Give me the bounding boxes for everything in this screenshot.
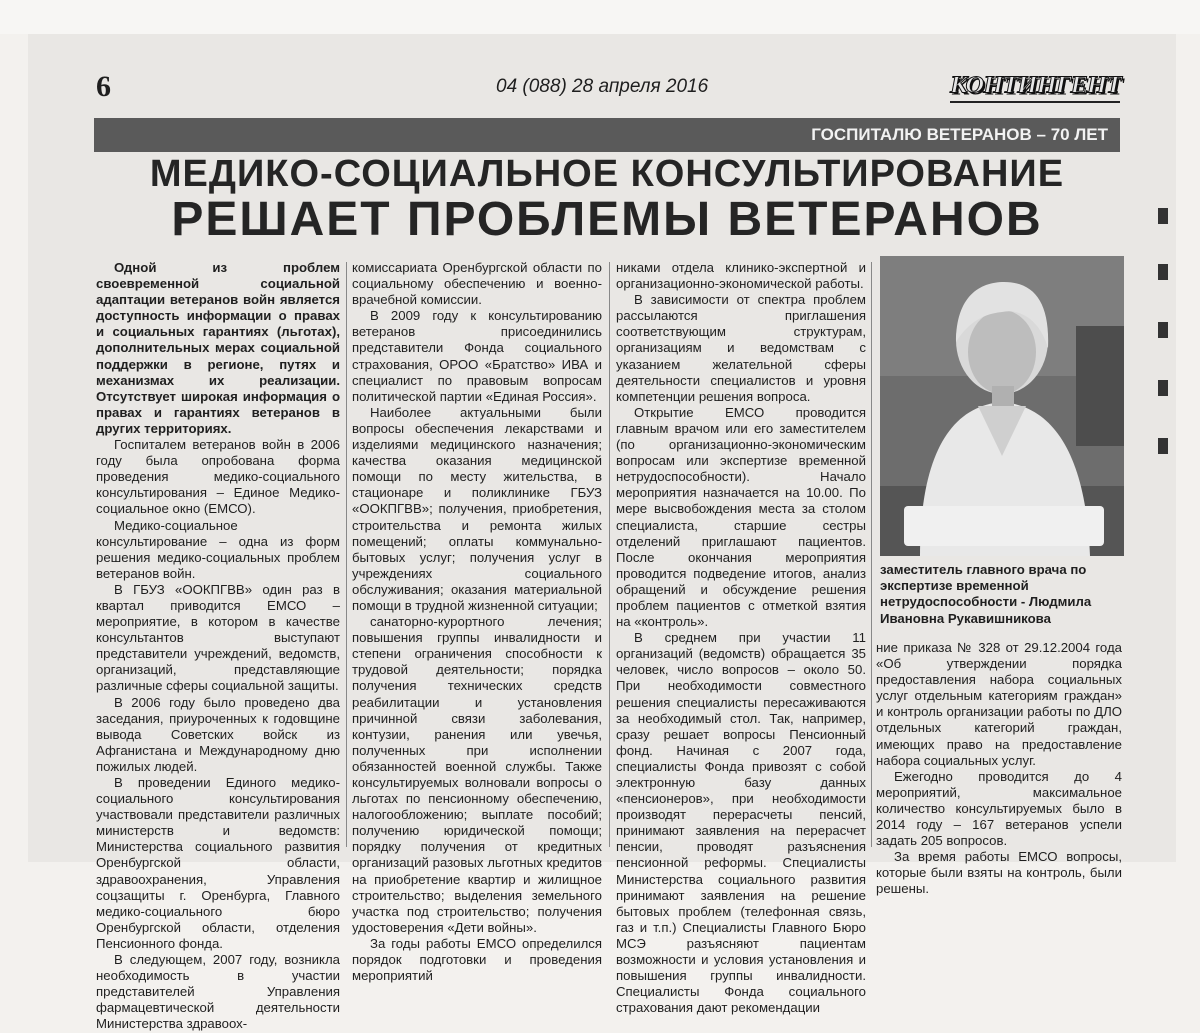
paragraph: комиссариата Оренбургской области по социальному обеспечению и военно-врачебной комиссии. — [352, 260, 602, 308]
column-divider — [346, 262, 347, 847]
paragraph: Наиболее актуальными были вопросы обеспечения лекарствами и изделиями медицинского назначения; качества оказания медицинской помощи по месту жительства, в стационаре и поликлинике ГБУЗ «ООКПГВВ»; получения, приобретения, строительства и ремонта жилых помещений; оплаты коммунально-бытовых услуг; получения услуг в учреждениях социального обслуживания; оказания материальной помощи в трудной жизненной ситуации; — [352, 404, 602, 613]
paragraph: санаторно-курортного лечения; повышения группы инвалидности и степени ограничения способности к трудовой деятельности; порядка получения технических средств реабилитации и установления причинной связи заболевания, контузии, ранения или увечья, полученных при исполнении обязанностей военной службы. Также консультируемых волновали вопросы о льготах по пенсионному обеспечению, налогообложению; выплате пособий; получению юридической помощи; порядку получения от кредитных организаций разовых льготных кредитов на приобретение квартир и жилищное строительство; выделения земельного участка под строительство; получения удостоверения «Дети войны». — [352, 614, 602, 935]
paragraph: В зависимости от спектра проблем рассылаются приглашения соответствующим структурам, организациям и ведомствам с указанием желательной сферы деятельности специалистов и уровня компетенции решения вопроса. — [616, 292, 866, 404]
headline-line-1: МЕДИКО-СОЦИАЛЬНОЕ КОНСУЛЬТИРОВАНИЕ — [149, 153, 1065, 195]
paragraph: В следующем, 2007 году, возникла необходимость в участии представителей Управления фармацевтической деятельности Министерства здравоох- — [96, 952, 340, 1032]
paragraph: За годы работы ЕМСО определился порядок подготовки и проведения мероприятий — [352, 935, 602, 984]
portrait-photo — [880, 256, 1124, 556]
article-column-2 — [352, 260, 602, 984]
headline-line-2: РЕШАЕТ ПРОБЛЕМЫ ВЕТЕРАНОВ — [171, 193, 1043, 246]
portrait-illustration — [880, 256, 1124, 556]
column-divider — [871, 262, 872, 847]
paragraph: Медико-социальное консультирование – одна из форм решения медико-социальных проблем ветеранов войн. — [96, 517, 340, 581]
paragraph: В ГБУЗ «ООКПГВВ» один раз в квартал приводится ЕМСО – мероприятие, в котором в качестве консультантов выступают представители учреждений, ведомств, организаций, представляющие различные сферы социальной защиты. — [96, 581, 340, 694]
paragraph: ние приказа № 328 от 29.12.2004 года «Об утверждении порядка предоставления набора социальных услуг отдельным категориям граждан» и контроль организации работы по ДЛО отдельных категорий граждан, имеющих право на предоставление набора социальных услуг. — [876, 640, 1122, 768]
edge-mark — [1158, 322, 1168, 338]
paragraph: никами отдела клинико-экспертной и организационно-экономической работы. — [616, 260, 866, 292]
edge-mark — [1158, 380, 1168, 396]
article-column-4 — [876, 640, 1122, 897]
paragraph: Госпиталем ветеранов войн в 2006 году была опробована форма проведения медико-социального консультирования – Единое Медико-социальное окно (ЕМСО). — [96, 437, 340, 517]
issue-date: 04 (088) 28 апреля 2016 — [496, 76, 709, 97]
edge-mark — [1158, 438, 1168, 454]
article-column-1 — [96, 260, 340, 1032]
edge-mark — [1158, 264, 1168, 280]
paragraph: За время работы ЕМСО вопросы, которые были взяты на контроль, были решены. — [876, 849, 1122, 897]
page-number: 6 — [96, 70, 111, 103]
photo-caption: заместитель главного врача по экспертизе временной нетрудоспособности - Людмила Ивановна Рукавишникова — [880, 562, 1092, 626]
paragraph: Открытие ЕМСО проводится главным врачом или его заместителем (по организационно-экономическим вопросам или экспертизе временной нетрудоспособности). Начало мероприятия назначается на 10.00. По мере высвобождения места за столом специалиста, старшие сестры отделений приглашают пациентов. После окончания мероприятия проводится подведение итогов, анализ обращений и обсуждение решения проблем пациентов с отметкой взятия на «контроль». — [616, 404, 866, 630]
paragraph: В 2009 году к консультированию ветеранов присоединились представители Фонда социального страхования, ОРОО «Братство» ИВА и специалист по правовым вопросам политической партии «Единая Россия». — [352, 308, 602, 404]
paragraph: В 2006 году было проведено два заседания, приуроченных к годовщине вывода Советских войск из Афганистана и Международному дню пожилых людей. — [96, 694, 340, 774]
column-divider — [609, 262, 610, 847]
article-column-3 — [616, 260, 866, 1016]
paragraph: В проведении Единого медико-социального консультирования участвовали представители различных министерств и ведомств: Министерства социального развития Оренбургской области, здравоохранения, Управления соцзащиты г. Оренбурга, Главного медико-социального бюро Оренбургской области, отделения Пенсионного фонда. — [96, 775, 340, 951]
logo-underline — [950, 101, 1120, 103]
paragraph: Ежегодно проводится до 4 мероприятий, максимальное количество консультируемых было в 2014 году – 167 ветеранов успели задать 205 вопросов. — [876, 768, 1122, 849]
paragraph: В среднем при участии 11 организаций (ведомств) обращается 35 человек, число вопросов – около 50. При необходимости совместного решения специалисты пересаживаются за необходимый стол. Так, например, сразу решает вопросы Пенсионный фонд. Начиная с 2007 года, специалисты Фонда привозят с собой электронную базу данных «пенсионеров», при необходимости производят перерасчеты пенсий, принимают заявления на перерасчет пенсии, проводят разъяснения пенсионной реформы. Специалисты Министерства социального развития принимают заявления на решение бытовых проблем (телефонная связь, газ и т.п.) Специалисты Главного Бюро МСЭ разъясняют пациентам возможности и условия установления и повышения группы инвалидности. Специалисты Фонда социального страхования дают рекомендации — [616, 630, 866, 1016]
newspaper-logo: КОНТИНГЕНТ — [950, 70, 1121, 99]
lead-paragraph: Одной из проблем своевременной социальной адаптации ветеранов войн является доступность информации о правах и социальных гарантиях (льготах), дополнительных мерах социальной поддержки в регионе, путях и механизмах их реализации. Отсутствует широкая информация о правах и гарантиях ветеранов в других территориях. — [96, 260, 340, 436]
scan-margin — [0, 0, 1200, 34]
rubric-banner: ГОСПИТАЛЮ ВЕТЕРАНОВ – 70 ЛЕТ — [94, 118, 1120, 152]
edge-mark — [1158, 208, 1168, 224]
